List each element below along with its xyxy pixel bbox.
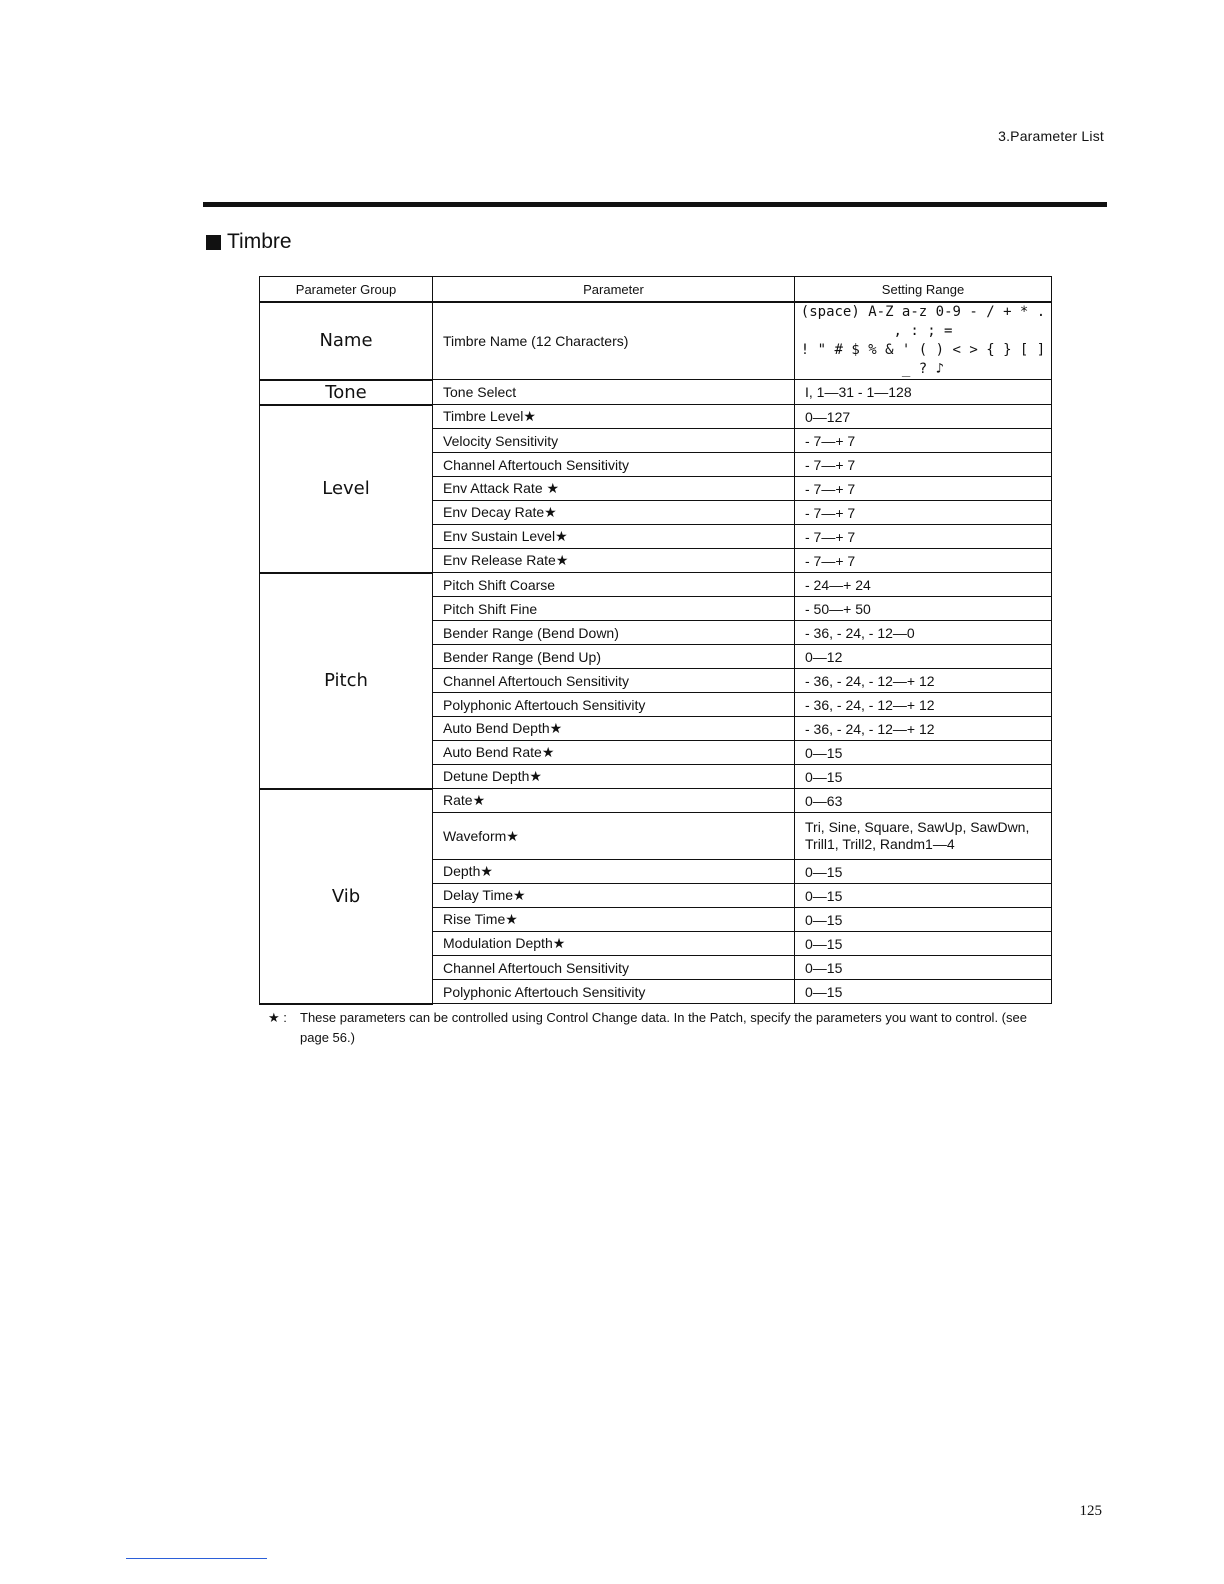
- range-cell: - 7—+ 7: [795, 429, 1052, 453]
- range-cell: - 7—+ 7: [795, 501, 1052, 525]
- range-cell: - 24—+ 24: [795, 573, 1052, 597]
- parameter-cell: Delay Time★: [433, 884, 795, 908]
- range-cell: - 36, - 24, - 12—+ 12: [795, 669, 1052, 693]
- section-title: Timbre: [227, 230, 292, 253]
- table-row: [260, 405, 1052, 429]
- character-set-line-2: ! " # $ % & ' ( ) < > { } [ ] _ ? ♪: [800, 342, 1046, 377]
- parameter-cell: Bender Range (Bend Down): [433, 621, 795, 645]
- range-cell: Tri, Sine, Square, SawUp, SawDwn, Trill1, Trill2, Randm1—4: [795, 813, 1052, 860]
- parameter-cell: Env Decay Rate★: [433, 501, 795, 525]
- parameter-cell: Channel Aftertouch Sensitivity: [433, 453, 795, 477]
- running-header: 3.Parameter List: [998, 128, 1104, 144]
- column-header-parameter: Parameter: [433, 277, 795, 303]
- table-header-row: [260, 277, 1052, 303]
- footnote-text: These parameters can be controlled using Control Change data. In the Patch, specify the parameters you want to control. (see page 56.): [300, 1010, 1027, 1045]
- parameter-cell: Rate★: [433, 789, 795, 813]
- group-cell-tone: Tone: [260, 380, 433, 405]
- range-cell: 0—15: [795, 908, 1052, 932]
- parameter-cell: Detune Depth★: [433, 765, 795, 789]
- parameter-cell: Pitch Shift Fine: [433, 597, 795, 621]
- section-heading: [206, 230, 292, 254]
- range-cell: 0—15: [795, 741, 1052, 765]
- range-cell: 0—15: [795, 980, 1052, 1004]
- parameter-cell: Polyphonic Aftertouch Sensitivity: [433, 980, 795, 1004]
- range-cell: - 7—+ 7: [795, 525, 1052, 549]
- parameter-cell: Velocity Sensitivity: [433, 429, 795, 453]
- parameter-cell: Channel Aftertouch Sensitivity: [433, 669, 795, 693]
- parameter-cell: Pitch Shift Coarse: [433, 573, 795, 597]
- parameter-cell: Bender Range (Bend Up): [433, 645, 795, 669]
- parameter-cell: Rise Time★: [433, 908, 795, 932]
- table-row: [260, 302, 1052, 380]
- parameter-cell: Polyphonic Aftertouch Sensitivity: [433, 693, 795, 717]
- footnote-star-marker: ★ :: [268, 1010, 287, 1025]
- range-cell: - 36, - 24, - 12—+ 12: [795, 717, 1052, 741]
- parameter-cell: Timbre Level★: [433, 405, 795, 429]
- group-cell-level: Level: [260, 405, 433, 573]
- range-cell: 0—15: [795, 932, 1052, 956]
- footnote: [268, 1008, 1058, 1048]
- range-cell-characters: [795, 302, 1052, 380]
- square-bullet-icon: [206, 235, 221, 250]
- table-row: [260, 789, 1052, 813]
- column-header-range: Setting Range: [795, 277, 1052, 303]
- range-cell: - 50—+ 50: [795, 597, 1052, 621]
- parameter-cell: Auto Bend Rate★: [433, 741, 795, 765]
- group-cell-name: Name: [260, 302, 433, 380]
- column-header-group: Parameter Group: [260, 277, 433, 303]
- table-row: [260, 573, 1052, 597]
- group-cell-pitch: Pitch: [260, 573, 433, 789]
- range-cell: 0—127: [795, 405, 1052, 429]
- parameter-cell: Waveform★: [433, 813, 795, 860]
- range-cell: 0—12: [795, 645, 1052, 669]
- parameter-cell: Modulation Depth★: [433, 932, 795, 956]
- group-cell-vib: Vib: [260, 789, 433, 1004]
- table-row: [260, 380, 1052, 405]
- parameter-cell: Channel Aftertouch Sensitivity: [433, 956, 795, 980]
- range-cell: 0—15: [795, 956, 1052, 980]
- header-rule: [203, 202, 1107, 207]
- parameter-cell: Env Sustain Level★: [433, 525, 795, 549]
- parameter-cell: Depth★: [433, 860, 795, 884]
- range-cell: 0—15: [795, 884, 1052, 908]
- bottom-divider: [126, 1558, 267, 1559]
- range-cell: 0—63: [795, 789, 1052, 813]
- range-cell: 0—15: [795, 860, 1052, 884]
- range-cell: - 36, - 24, - 12—+ 12: [795, 693, 1052, 717]
- parameter-cell: Env Release Rate★: [433, 549, 795, 573]
- parameter-cell: Tone Select: [433, 380, 795, 405]
- parameter-cell: Env Attack Rate ★: [433, 477, 795, 501]
- parameter-cell: Auto Bend Depth★: [433, 717, 795, 741]
- parameter-table: [259, 276, 1052, 1005]
- range-cell: - 36, - 24, - 12—0: [795, 621, 1052, 645]
- range-cell: 0—15: [795, 765, 1052, 789]
- range-cell: - 7—+ 7: [795, 453, 1052, 477]
- range-cell: - 7—+ 7: [795, 477, 1052, 501]
- character-set-line-1: (space) A-Z a-z 0-9 - / + * . , : ; =: [800, 304, 1046, 339]
- parameter-cell: Timbre Name (12 Characters): [433, 302, 795, 380]
- page-number: 125: [1079, 1503, 1102, 1519]
- range-cell: I, 1—31 - 1—128: [795, 380, 1052, 405]
- range-cell: - 7—+ 7: [795, 549, 1052, 573]
